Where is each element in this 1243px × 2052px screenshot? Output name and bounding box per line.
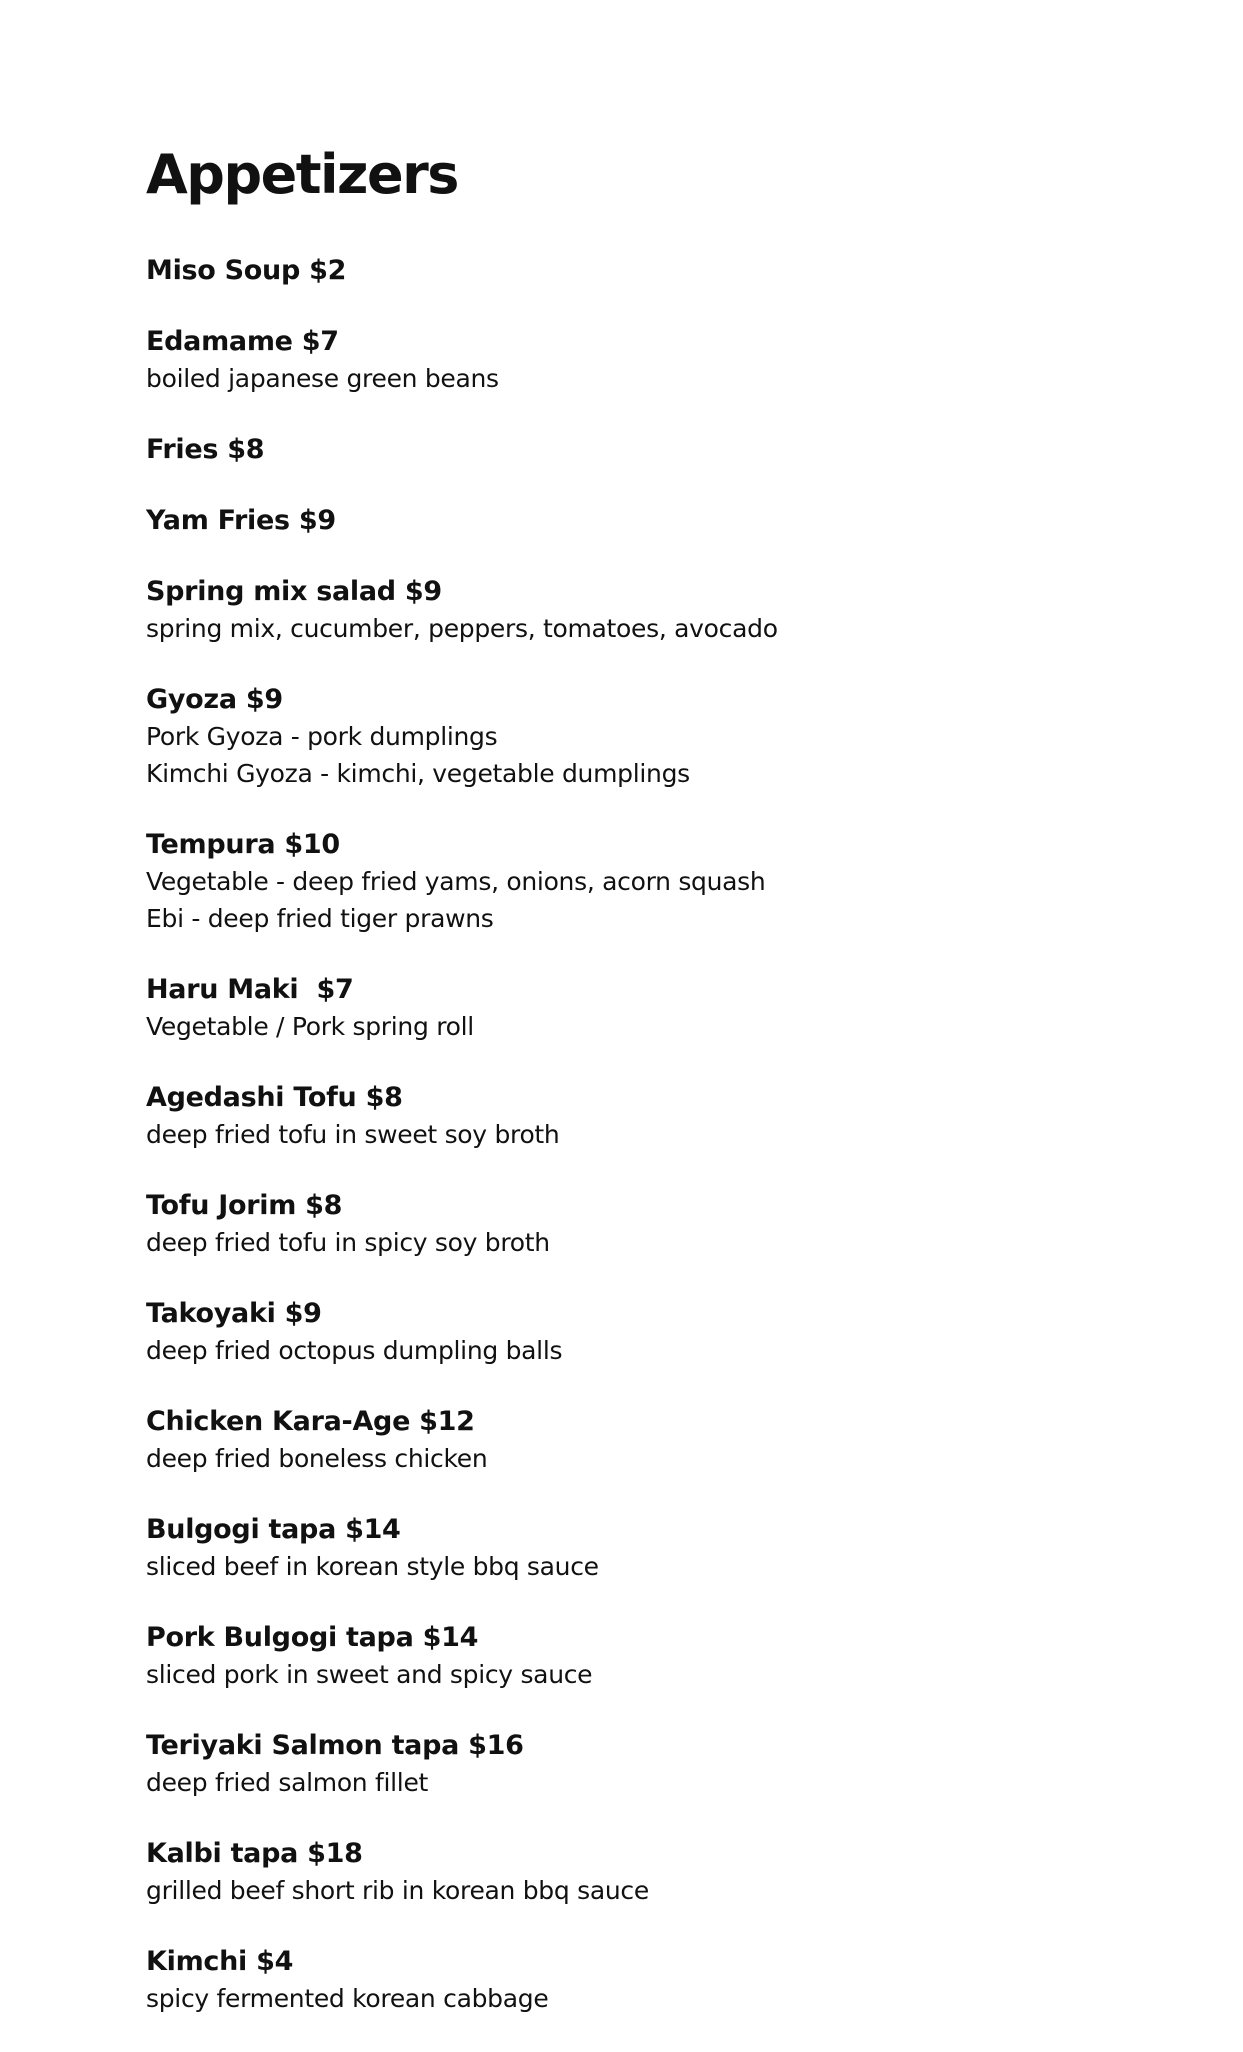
menu-item-name: Kalbi tapa $18: [146, 1838, 363, 1869]
menu-item-description: spring mix, cucumber, peppers, tomatoes, avocado: [146, 614, 778, 643]
menu-item-description: Kimchi Gyoza - kimchi, vegetable dumplings: [146, 759, 690, 788]
menu-item-name: Fries $8: [146, 434, 265, 465]
menu-item-name: Spring mix salad $9: [146, 576, 442, 607]
menu-item: [146, 253, 1146, 289]
menu-item-name: Chicken Kara-Age $12: [146, 1406, 475, 1437]
menu-item: [146, 1296, 1146, 1369]
menu-item-description: Ebi - deep fried tiger prawns: [146, 904, 494, 933]
menu-item: [146, 1944, 1146, 2017]
menu-item: [146, 432, 1146, 468]
menu-item: [146, 574, 1146, 647]
menu-item-name: Kimchi $4: [146, 1946, 294, 1977]
menu-item: [146, 827, 1146, 937]
menu-item-description: Vegetable - deep fried yams, onions, acorn squash: [146, 867, 766, 896]
menu-item-name: Gyoza $9: [146, 684, 283, 715]
menu-item: [146, 1512, 1146, 1585]
menu-item: [146, 1728, 1146, 1801]
menu-item: [146, 1836, 1146, 1909]
menu-item-name: Bulgogi tapa $14: [146, 1514, 401, 1545]
menu-item-description: boiled japanese green beans: [146, 364, 499, 393]
menu-item-list: [146, 253, 1146, 2052]
menu-item-description: sliced pork in sweet and spicy sauce: [146, 1660, 593, 1689]
menu-item-name: Tempura $10: [146, 829, 340, 860]
menu-item-name: Teriyaki Salmon tapa $16: [146, 1730, 524, 1761]
menu-item-description: Pork Gyoza - pork dumplings: [146, 722, 498, 751]
menu-item-description: sliced beef in korean style bbq sauce: [146, 1552, 599, 1581]
menu-item-description: deep fried boneless chicken: [146, 1444, 488, 1473]
menu-item-description: deep fried tofu in sweet soy broth: [146, 1120, 560, 1149]
menu-item-name: Edamame $7: [146, 326, 339, 357]
menu-item: [146, 1404, 1146, 1477]
menu-item-name: Agedashi Tofu $8: [146, 1082, 403, 1113]
menu-item-name: Takoyaki $9: [146, 1298, 322, 1329]
menu-item-description: deep fried tofu in spicy soy broth: [146, 1228, 550, 1257]
menu-item: [146, 682, 1146, 792]
menu-item-description: deep fried octopus dumpling balls: [146, 1336, 563, 1365]
menu-item: [146, 972, 1146, 1045]
menu-item-name: Miso Soup $2: [146, 255, 347, 286]
menu-item-name: Tofu Jorim $8: [146, 1190, 343, 1221]
menu-item-description: Vegetable / Pork spring roll: [146, 1012, 474, 1041]
menu-item: [146, 324, 1146, 397]
menu-item: [146, 1620, 1146, 1693]
menu-item-name: Haru Maki $7: [146, 974, 354, 1005]
menu-item: [146, 1080, 1146, 1153]
menu-item-name: Pork Bulgogi tapa $14: [146, 1622, 479, 1653]
menu-item: [146, 503, 1146, 539]
menu-item-description: grilled beef short rib in korean bbq sauce: [146, 1876, 649, 1905]
menu-item: [146, 1188, 1146, 1261]
menu-item-name: Yam Fries $9: [146, 505, 336, 536]
menu-item-description: deep fried salmon fillet: [146, 1768, 429, 1797]
page-title: Appetizers: [146, 143, 458, 206]
menu-item-description: spicy fermented korean cabbage: [146, 1984, 549, 2013]
